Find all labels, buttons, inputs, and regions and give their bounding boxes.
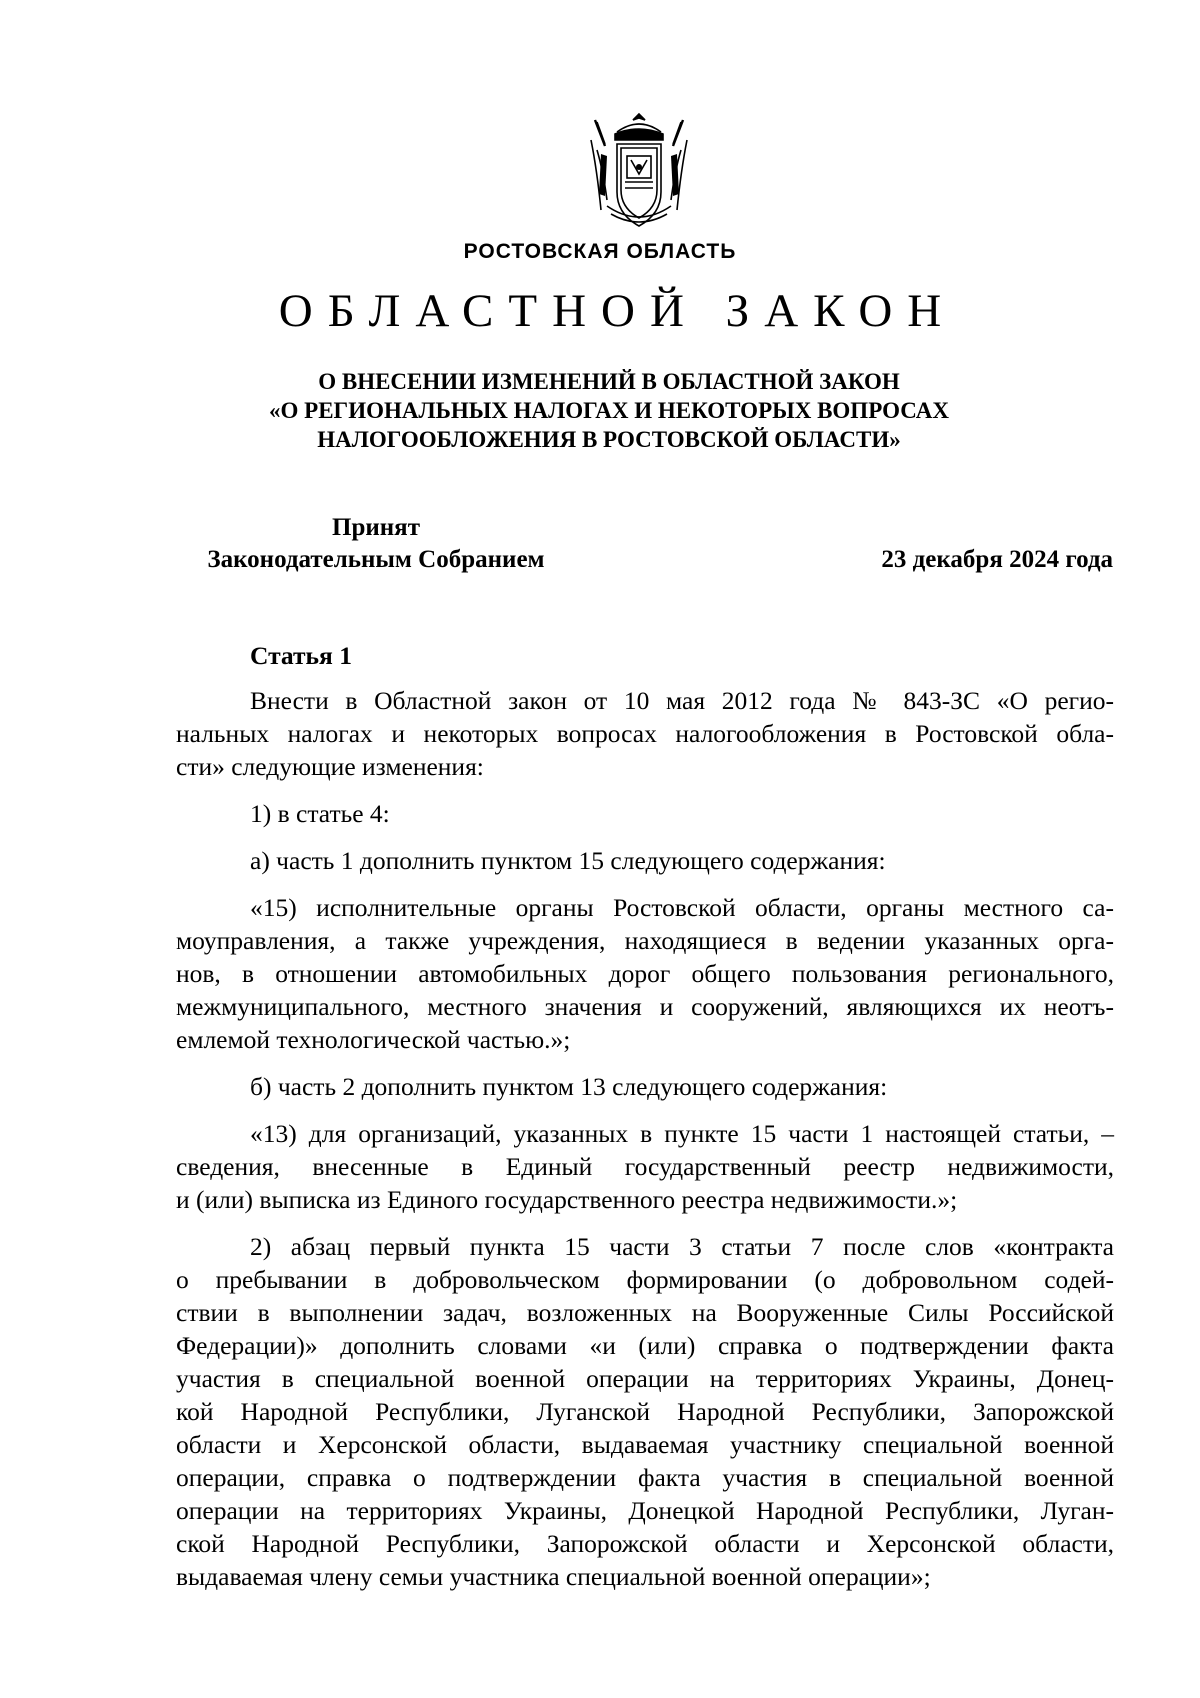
text-line: и (или) выписка из Единого государственного реестра недвижимости.»; — [176, 1185, 958, 1214]
text-line: «13) для организаций, указанных в пункте 15 части 1 настоящей статьи, – — [250, 1119, 1114, 1148]
adoption-body: Законодательным Собранием — [207, 546, 545, 573]
adoption-block — [176, 512, 576, 576]
law-title-line: НАЛОГООБЛОЖЕНИЯ В РОСТОВСКОЙ ОБЛАСТИ» — [317, 427, 901, 452]
region-name: РОСТОВСКАЯ ОБЛАСТЬ — [463, 240, 737, 263]
rostov-oblast-emblem — [587, 110, 691, 232]
text-line: нов, в отношении автомобильных дорог общего пользования регионального, — [176, 959, 1114, 988]
paragraph — [176, 684, 1114, 783]
text-line: нальных налогах и некоторых вопросах налогообложения в Ростовской обла- — [176, 719, 1114, 748]
text-line: 1) в статье 4: — [250, 799, 390, 828]
text-line: области и Херсонской области, выдаваемая участнику специальной военной — [176, 1430, 1114, 1459]
text-line: выдаваемая члену семьи участника специальной военной операции»; — [176, 1562, 931, 1591]
text-line: о пребывании в добровольческом формировании (о добровольном содей- — [176, 1265, 1114, 1294]
paragraph — [176, 797, 1114, 830]
article-title: Статья 1 — [250, 641, 352, 670]
text-line: сведения, внесенные в Единый государственный реестр недвижимости, — [176, 1152, 1114, 1181]
adoption-line: Принят — [332, 514, 420, 541]
paragraph — [176, 1117, 1114, 1216]
law-title-line: О ВНЕСЕНИИ ИЗМЕНЕНИЙ В ОБЛАСТНОЙ ЗАКОН — [318, 369, 900, 394]
law-body — [176, 640, 1114, 1607]
paragraph — [176, 1230, 1114, 1593]
paragraph — [176, 844, 1114, 877]
text-line: кой Народной Республики, Луганской Народной Республики, Запорожской — [176, 1397, 1114, 1426]
law-title-line: «О РЕГИОНАЛЬНЫХ НАЛОГАХ И НЕКОТОРЫХ ВОПРОСАХ — [269, 398, 949, 423]
text-line: межмуниципального, местного значения и сооружений, являющихся их неотъ- — [176, 992, 1114, 1021]
paragraph — [176, 1070, 1114, 1103]
adoption-date: 23 декабря 2024 года — [881, 546, 1113, 573]
text-line: а) часть 1 дополнить пунктом 15 следующего содержания: — [250, 846, 886, 875]
law-title — [0, 367, 1200, 454]
text-line: ствии в выполнении задач, возложенных на Вооруженные Силы Российской — [176, 1298, 1114, 1327]
text-line: участия в специальной военной операции на территориях Украины, Донец- — [176, 1364, 1114, 1393]
text-line: сти» следующие изменения: — [176, 752, 484, 781]
text-line: емлемой технологической частью.»; — [176, 1025, 571, 1054]
text-line: ской Народной Республики, Запорожской области и Херсонской области, — [176, 1529, 1114, 1558]
text-line: Федерации)» дополнить словами «и (или) справка о подтверждении факта — [176, 1331, 1114, 1360]
paragraph — [176, 891, 1114, 1056]
text-line: «15) исполнительные органы Ростовской области, органы местного са- — [250, 893, 1114, 922]
document-type: ОБЛАСТНОЙ ЗАКОН — [278, 285, 957, 337]
text-line: 2) абзац первый пункта 15 части 3 статьи 7 после слов «контракта — [250, 1232, 1114, 1261]
text-line: б) часть 2 дополнить пунктом 13 следующего содержания: — [250, 1072, 888, 1101]
text-line: моуправления, а также учреждения, находящиеся в ведении указанных орга- — [176, 926, 1114, 955]
text-line: операции на территориях Украины, Донецкой Народной Республики, Луган- — [176, 1496, 1114, 1525]
text-line: операции, справка о подтверждении факта участия в специальной военной — [176, 1463, 1114, 1492]
text-line: Внести в Областной закон от 10 мая 2012 года № 843-ЗС «О регио- — [250, 686, 1114, 715]
